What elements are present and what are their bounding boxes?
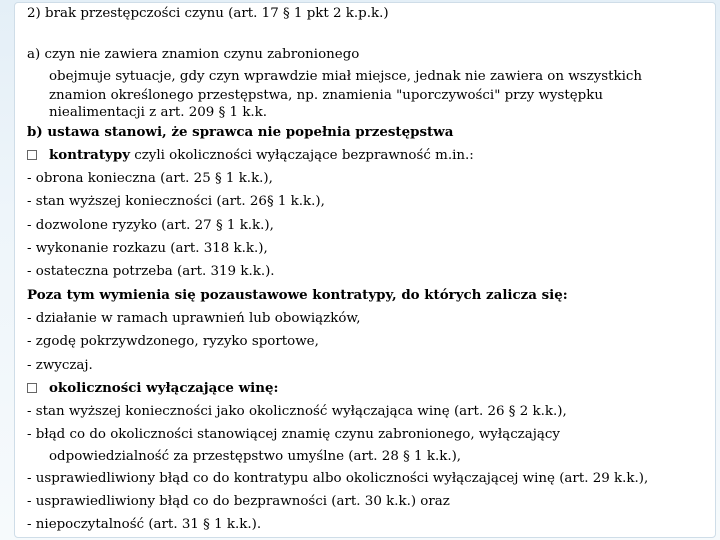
text-line: b) ustawa stanowi, że sprawca nie popełnia przestępstwa xyxy=(27,123,454,140)
text-line: - stan wyższej konieczności (art. 26§ 1 k.k.), xyxy=(27,194,325,210)
text-line: a) czyn nie zawiera znamion czynu zabronionego xyxy=(27,47,360,63)
text-line xyxy=(27,377,707,400)
checkbox-bullet-icon xyxy=(27,150,37,160)
text-line: - dozwolone ryzyko (art. 27 § 1 k.k.), xyxy=(27,217,274,233)
text-line: Poza tym wymienia się pozaustawowe kontratypy, do których zalicza się: xyxy=(27,286,568,303)
text-line: obejmuje sytuacje, gdy czyn wprawdzie miał miejsce, jednak nie zawiera on wszystkich xyxy=(49,68,642,84)
slide-body xyxy=(27,43,707,536)
text-line xyxy=(27,144,707,167)
text-line: - obrona konieczna (art. 25 § 1 k.k.), xyxy=(27,171,273,187)
slide-content xyxy=(27,0,707,537)
text-line: - działanie w ramach uprawnień lub obowiązków, xyxy=(27,310,361,326)
bullet-text xyxy=(49,148,474,163)
text-line: niealimentacji z art. 209 § 1 k.k. xyxy=(49,104,268,120)
bullet-bold-term: kontratypy xyxy=(49,146,130,163)
bullet-text: okoliczności wyłączające winę: xyxy=(49,379,279,396)
checkbox-bullet-icon xyxy=(27,383,37,393)
text-line: - stan wyższej konieczności jako okoliczność wyłączająca winę (art. 26 § 2 k.k.), xyxy=(27,404,567,420)
text-line: - usprawiedliwiony błąd co do kontratypu albo okoliczności wyłączającej winę (art. 29 k.k.), xyxy=(27,470,649,486)
text-line: - ostateczna potrzeba (art. 319 k.k.). xyxy=(27,264,275,280)
text-line: - błąd co do okoliczności stanowiącej znamię czynu zabronionego, wyłączający xyxy=(27,427,560,443)
text-line: - zgodę pokrzywdzonego, ryzyko sportowe, xyxy=(27,334,319,350)
bullet-rest-text: czyli okoliczności wyłączające bezprawność m.in.: xyxy=(129,147,474,163)
text-line: - zwyczaj. xyxy=(27,357,93,373)
text-line: - wykonanie rozkazu (art. 318 k.k.), xyxy=(27,241,268,257)
text-line: - niepoczytalność (art. 31 § 1 k.k.). xyxy=(27,517,262,533)
text-line: odpowiedzialność za przestępstwo umyślne (art. 28 § 1 k.k.), xyxy=(49,448,462,464)
text-line: znamion określonego przestępstwa, np. znamienia "uporczywości" przy występku xyxy=(49,87,603,103)
text-line: - usprawiedliwiony błąd co do bezprawności (art. 30 k.k.) oraz xyxy=(27,494,450,510)
slide-heading: 2) brak przestępczości czynu (art. 17 § 1 pkt 2 k.p.k.) xyxy=(27,6,389,21)
